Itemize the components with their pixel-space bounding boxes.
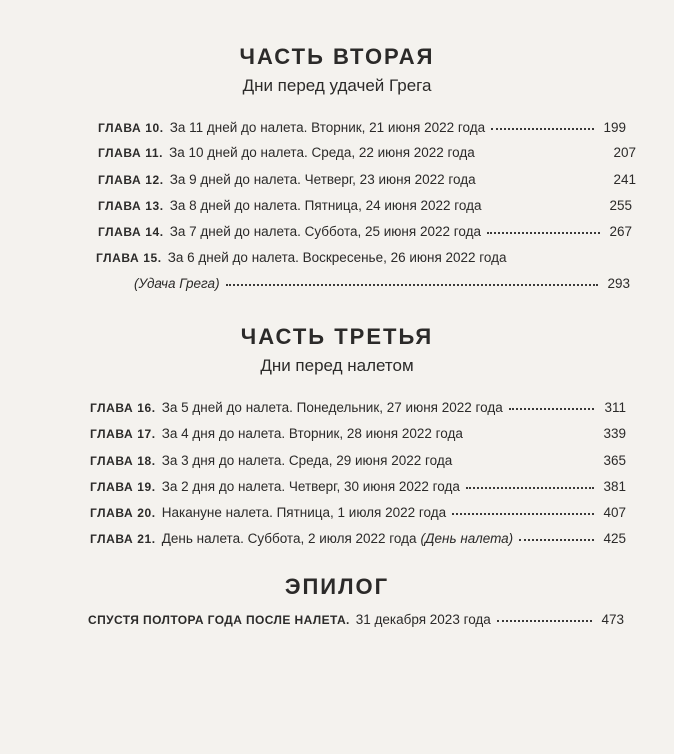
toc-entry-epilogue[interactable] <box>88 612 624 627</box>
part-three-subtitle: Дни перед налетом <box>260 356 414 375</box>
dot-leader <box>452 513 594 515</box>
toc-entry[interactable] <box>90 426 626 441</box>
part-three-title: ЧАСТЬ ТРЕТЬЯ <box>240 324 434 349</box>
chapter-title: За 4 дня до налета. Вторник, 28 июня 2022 года <box>161 426 463 441</box>
chapter-title: За 7 дней до налета. Суббота, 25 июня 2022 года <box>169 224 481 239</box>
chapter-title: За 3 дня до налета. Среда, 29 июня 2022 года <box>161 453 453 468</box>
part-two-subtitle: Дни перед удачей Грега <box>242 76 432 95</box>
chapter-title: За 9 дней до налета. Четверг, 23 июня 2022 года <box>169 172 476 187</box>
chapter-title: За 5 дней до налета. Понедельник, 27 июня 2022 года <box>161 400 503 415</box>
dot-leader <box>497 620 592 622</box>
page-number: 407 <box>603 505 626 520</box>
page-number: 199 <box>603 120 626 135</box>
dot-leader <box>487 232 600 234</box>
dot-leader <box>482 180 604 182</box>
toc-entry-continuation[interactable] <box>134 276 630 291</box>
toc-entry[interactable] <box>96 250 636 265</box>
toc-entry[interactable] <box>98 120 626 135</box>
dot-leader <box>458 461 594 463</box>
chapter-label: ГЛАВА 12. <box>98 173 164 187</box>
dot-leader <box>226 284 598 286</box>
chapter-title: День налета. Суббота, 2 июля 2022 года <box>161 531 417 546</box>
chapter-label: ГЛАВА 10. <box>98 121 164 135</box>
chapter-label: ГЛАВА 17. <box>90 427 156 441</box>
toc-entry[interactable] <box>98 224 632 239</box>
chapter-title: За 11 дней до налета. Вторник, 21 июня 2022 года <box>169 120 486 135</box>
toc-entry[interactable] <box>90 453 626 468</box>
dot-leader <box>519 539 594 541</box>
page-number: 241 <box>613 172 636 187</box>
epilogue-date: 31 декабря 2023 года <box>355 612 491 627</box>
chapter-label: ГЛАВА 15. <box>96 251 162 265</box>
dot-leader <box>466 487 594 489</box>
toc-entry[interactable] <box>98 172 636 187</box>
chapter-label: ГЛАВА 13. <box>98 199 164 213</box>
page-number: 293 <box>607 276 630 291</box>
chapter-title: За 10 дней до налета. Среда, 22 июня 2022 года <box>169 145 475 160</box>
dot-leader <box>481 153 604 155</box>
page-number: 267 <box>609 224 632 239</box>
chapter-subtitle: (Удача Грега) <box>134 276 220 291</box>
chapter-label: ГЛАВА 21. <box>90 532 156 546</box>
chapter-title: За 6 дней до налета. Воскресенье, 26 июня 2022 года <box>167 250 507 265</box>
chapter-label: ГЛАВА 18. <box>90 454 156 468</box>
chapter-label: ГЛАВА 16. <box>90 401 156 415</box>
chapter-label: ГЛАВА 19. <box>90 480 156 494</box>
chapter-subtitle: (День налета) <box>420 531 514 546</box>
dot-leader <box>488 206 600 208</box>
toc-entry[interactable] <box>98 145 636 160</box>
dot-leader <box>509 408 594 410</box>
chapter-label: ГЛАВА 20. <box>90 506 156 520</box>
page-number: 425 <box>603 531 626 546</box>
epilogue-title: ЭПИЛОГ <box>284 574 390 599</box>
epilogue-label: СПУСТЯ ПОЛТОРА ГОДА ПОСЛЕ НАЛЕТА. <box>88 613 350 627</box>
page-number: 381 <box>603 479 626 494</box>
page-number: 255 <box>609 198 632 213</box>
chapter-title: Накануне налета. Пятница, 1 июля 2022 года <box>161 505 447 520</box>
toc-entry[interactable] <box>90 479 626 494</box>
dot-leader <box>469 434 594 436</box>
page-number: 473 <box>601 612 624 627</box>
toc-entry[interactable] <box>90 505 626 520</box>
toc-entry[interactable] <box>90 400 626 415</box>
chapter-title: За 8 дней до налета. Пятница, 24 июня 2022 года <box>169 198 482 213</box>
page-number: 339 <box>603 426 626 441</box>
page-number: 207 <box>613 145 636 160</box>
page-number: 311 <box>604 400 626 415</box>
chapter-title: За 2 дня до налета. Четверг, 30 июня 2022 года <box>161 479 460 494</box>
chapter-label: ГЛАВА 11. <box>98 146 164 160</box>
chapter-label: ГЛАВА 14. <box>98 225 164 239</box>
dot-leader <box>491 128 594 130</box>
page-number: 365 <box>603 453 626 468</box>
part-two-title: ЧАСТЬ ВТОРАЯ <box>239 44 435 69</box>
toc-entry[interactable] <box>98 198 632 213</box>
toc-entry[interactable] <box>90 531 626 546</box>
